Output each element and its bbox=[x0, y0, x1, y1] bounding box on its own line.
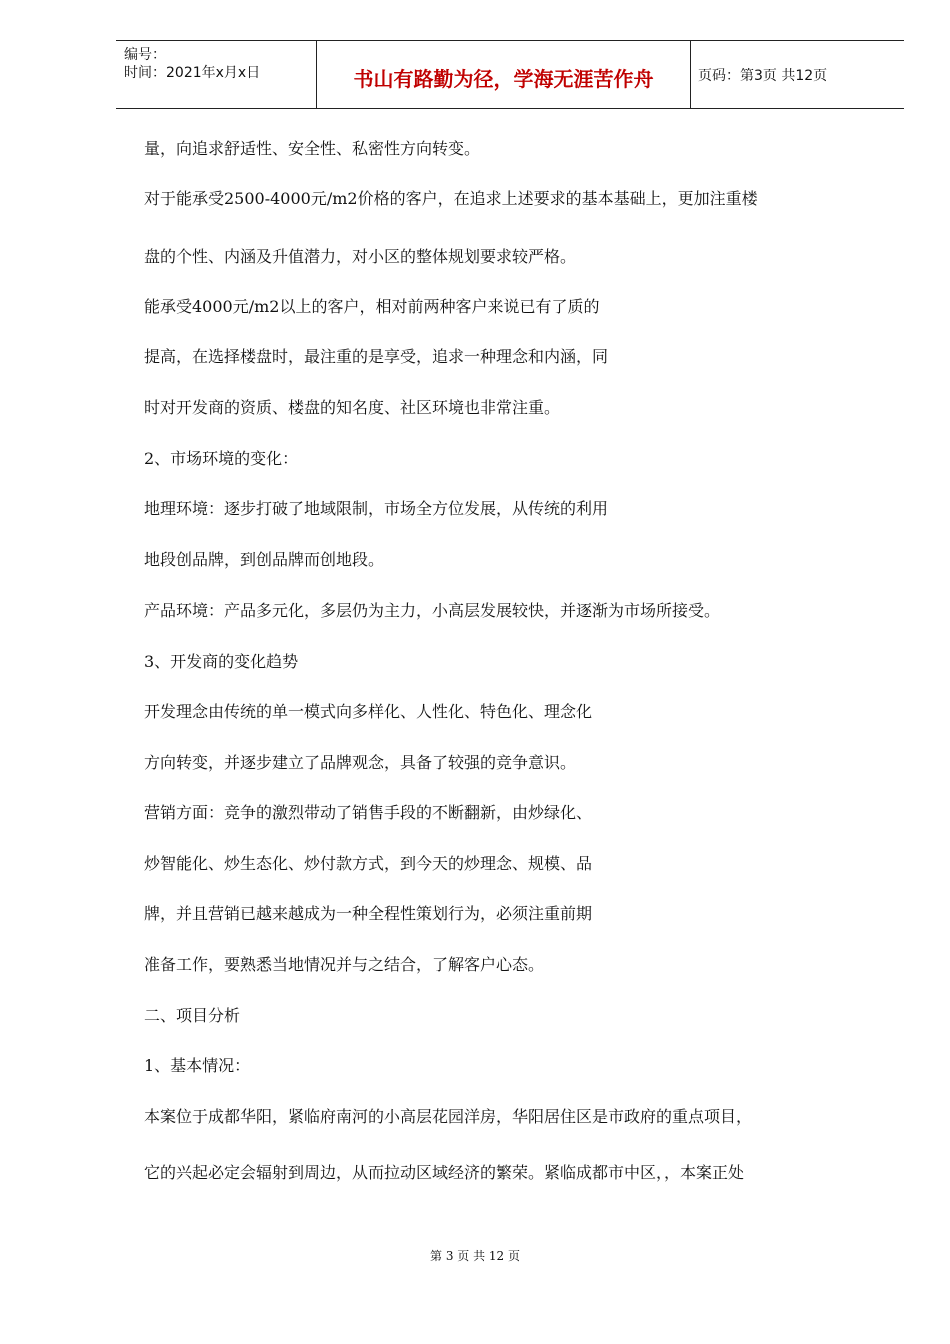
body-line: 牌，并且营销已越来越成为一种全程性策划行为，必须注重前期 bbox=[144, 904, 593, 923]
document-number-label: 编号： bbox=[124, 47, 166, 63]
header-motto-cell bbox=[316, 41, 691, 108]
body-line: 营销方面：竞争的激烈带动了销售手段的不断翻新，由炒绿化、 bbox=[144, 803, 593, 822]
body-line: 炒智能化、炒生态化、炒付款方式，到今天的炒理念、规模、品 bbox=[144, 854, 593, 873]
body-line: 它的兴起必定会辐射到周边，从而拉动区域经济的繁荣。紧临成都市中区，，本案正处 bbox=[144, 1163, 745, 1182]
body-line: 本案位于成都华阳，紧临府南河的小高层花园洋房，华阳居住区是市政府的重点项目， bbox=[144, 1107, 753, 1126]
page-header bbox=[116, 40, 904, 109]
page-footer: 第 3 页 共 12 页 bbox=[430, 1249, 520, 1263]
section-heading: 二、项目分析 bbox=[144, 1006, 241, 1025]
body-line: 准备工作，要熟悉当地情况并与之结合，了解客户心态。 bbox=[144, 955, 545, 974]
header-page-info: 页码：第3页 共12页 bbox=[698, 68, 828, 84]
body-line: 能承受4000元/m2以上的客户，相对前两种客户来说已有了质的 bbox=[144, 297, 600, 316]
body-line: 开发理念由传统的单一模式向多样化、人性化、特色化、理念化 bbox=[144, 702, 593, 721]
body-line: 提高，在选择楼盘时，最注重的是享受，追求一种理念和内涵，同 bbox=[144, 347, 609, 366]
section-heading: 3、开发商的变化趋势 bbox=[144, 652, 299, 671]
body-line: 对于能承受2500-4000元/m2价格的客户，在追求上述要求的基本基础上，更加注重楼 bbox=[144, 189, 758, 208]
header-motto: 书山有路勤为径，学海无涯苦作舟 bbox=[353, 67, 654, 91]
header-meta-cell bbox=[116, 41, 316, 108]
section-heading: 2、市场环境的变化： bbox=[144, 449, 299, 468]
body-line: 时对开发商的资质、楼盘的知名度、社区环境也非常注重。 bbox=[144, 398, 561, 417]
document-time-label: 时间：2021年x月x日 bbox=[124, 65, 261, 81]
body-line: 量，向追求舒适性、安全性、私密性方向转变。 bbox=[144, 139, 481, 158]
body-line: 地理环境：逐步打破了地域限制，市场全方位发展，从传统的利用 bbox=[144, 499, 609, 518]
header-page-cell bbox=[690, 41, 904, 108]
body-line: 盘的个性、内涵及升值潜力，对小区的整体规划要求较严格。 bbox=[144, 247, 577, 266]
body-line: 方向转变，并逐步建立了品牌观念，具备了较强的竞争意识。 bbox=[144, 753, 577, 772]
section-heading: 1、基本情况： bbox=[144, 1056, 251, 1075]
body-line: 地段创品牌，到创品牌而创地段。 bbox=[144, 550, 385, 569]
body-line: 产品环境：产品多元化，多层仍为主力，小高层发展较快，并逐渐为市场所接受。 bbox=[144, 601, 721, 620]
